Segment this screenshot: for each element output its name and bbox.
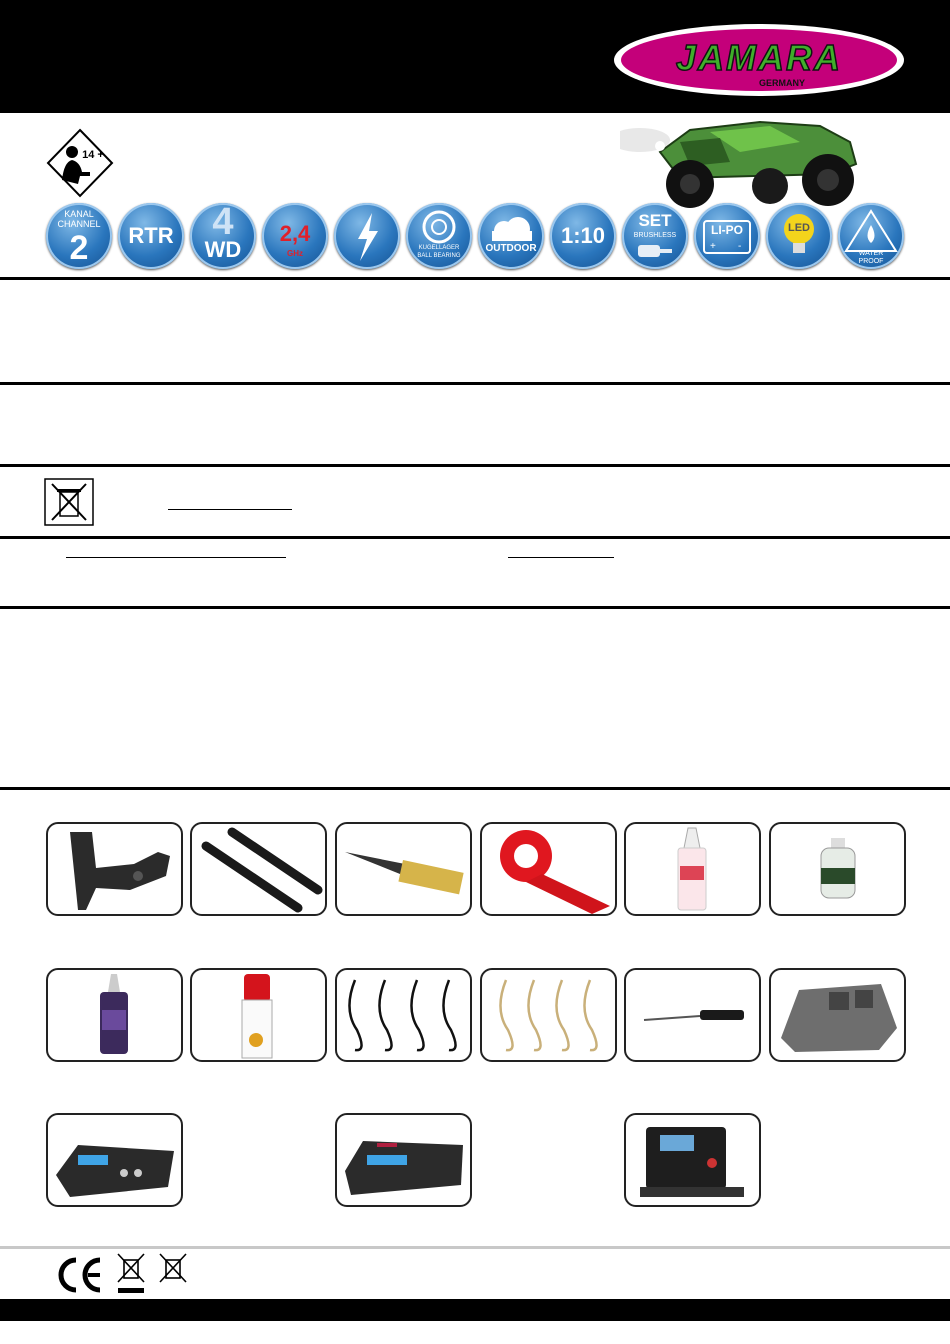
- accessory-body-mount: [46, 822, 183, 916]
- badge-sub: GHz: [287, 249, 303, 258]
- accessory-shock-oil: [769, 822, 906, 916]
- jamara-logo: [612, 22, 906, 98]
- monster-truck-image: [620, 112, 880, 212]
- accessory-spray-can: [190, 968, 327, 1062]
- led-badge: [766, 203, 832, 269]
- channel-badge: [46, 203, 112, 269]
- accessory-antenna-tubes: [190, 822, 327, 916]
- badge-main: 2: [69, 229, 89, 267]
- badge-main: OUTDOOR: [485, 243, 537, 254]
- outdoor-badge: [478, 203, 544, 269]
- motor-icon: [622, 203, 688, 269]
- svg-text:GERMANY: GERMANY: [758, 78, 806, 88]
- svg-text:+: +: [710, 241, 716, 252]
- link-underline: [168, 509, 292, 510]
- accessory-thread-lock: [46, 968, 183, 1062]
- svg-text:14 +: 14 +: [82, 149, 104, 161]
- age-warning-icon: [46, 128, 114, 198]
- badge-main: 1:10: [560, 223, 606, 248]
- badge-line2: BALL BEARING: [417, 253, 461, 259]
- cloud-icon: [478, 203, 544, 269]
- section-divider: [0, 382, 950, 385]
- badge-line1: WATER: [858, 250, 884, 257]
- accessory-silver-clips: [480, 968, 617, 1062]
- rtr-badge: [118, 203, 184, 269]
- bearing-badge: [406, 203, 472, 269]
- accessory-screwdriver: [624, 968, 761, 1062]
- badge-main: LI-PO: [711, 223, 743, 237]
- badge-main: 2,4: [279, 221, 311, 246]
- svg-text:JAMARA: JAMARA: [675, 37, 843, 78]
- link-underline: [508, 557, 614, 558]
- accessory-car-stand: [769, 968, 906, 1062]
- badge-line1: KANAL: [64, 209, 94, 219]
- accessory-black-clips: [335, 968, 472, 1062]
- badge-line1: KUGELLAGER: [418, 245, 460, 251]
- weee-bin-icon: [44, 478, 94, 526]
- section-divider: [0, 606, 950, 609]
- badge-line2: PROOF: [858, 258, 884, 265]
- section-divider: [0, 464, 950, 467]
- accessory-charger-1: [46, 1113, 183, 1207]
- footer-divider: [0, 1246, 950, 1249]
- section-divider: [0, 536, 950, 539]
- section-divider: [0, 787, 950, 790]
- scale-badge: [550, 203, 616, 269]
- accessory-reamer: [335, 822, 472, 916]
- link-underline: [66, 557, 286, 558]
- badge-main: SET: [638, 211, 672, 230]
- bulb-icon: [766, 203, 832, 269]
- accessory-charger-3: [624, 1113, 761, 1207]
- badge-main: LED: [788, 222, 810, 234]
- footer-bar: [0, 1299, 950, 1321]
- bearing-icon: [406, 203, 472, 269]
- accessory-red-tape: [480, 822, 617, 916]
- badge-line2: CHANNEL: [57, 219, 101, 229]
- badge-main: 4: [212, 203, 234, 243]
- waterproof-badge: [838, 203, 904, 269]
- badge-main: RTR: [128, 223, 174, 248]
- badge-line2: WD: [204, 237, 242, 262]
- badge-sub: BRUSHLESS: [633, 232, 677, 239]
- ghz-badge: [262, 203, 328, 269]
- section-divider: [0, 277, 950, 280]
- brushless-badge: [622, 203, 688, 269]
- lipo-badge: [694, 203, 760, 269]
- 4wd-badge: [190, 203, 256, 269]
- lightning-icon: [334, 203, 400, 269]
- electric-badge: [334, 203, 400, 269]
- svg-text:-: -: [738, 241, 742, 252]
- accessory-charger-2: [335, 1113, 472, 1207]
- accessory-glue-bottle: [624, 822, 761, 916]
- ce-mark-icon: [50, 1252, 200, 1296]
